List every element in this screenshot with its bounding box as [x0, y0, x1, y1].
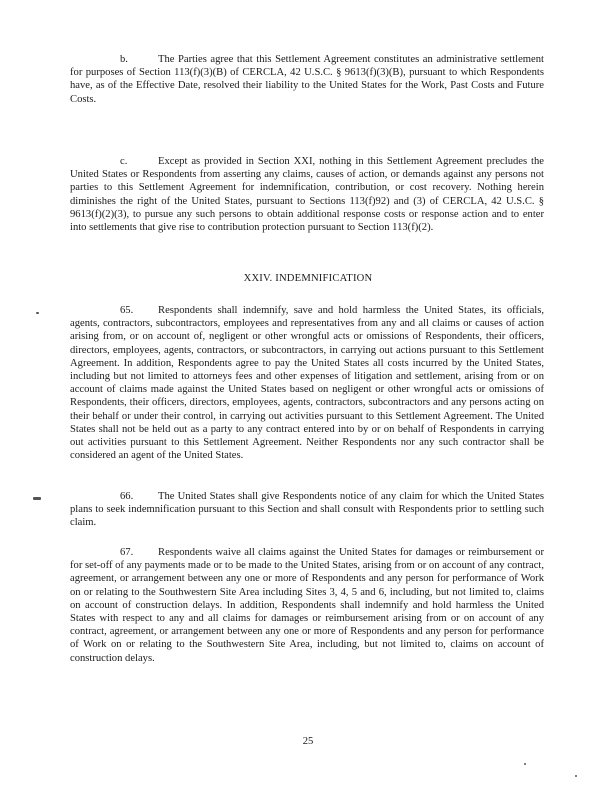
paragraph-c-text: Except as provided in Section XXI, nothing in this Settlement Agreement precludes the United States or Respondents from asserting any claims, causes of action, or demands against any persons not parties to this Settlement Agreement for indemnification, contribution, or cost recovery. Nothing herein diminishes the right of the United States, pursuant to Sections 113(f)92) and (3) of CERCLA, 42 U.S.C. § 9613(f)(2)(3), to pursue any such persons to obtain additional response costs or response action and to enter into settlements that give rise to contribution protection pursuant to Section 113(f)(2).	[70, 156, 544, 234]
scan-speck	[524, 763, 526, 765]
paragraph-66	[70, 490, 544, 530]
paragraph-b	[70, 53, 544, 106]
scan-speck	[36, 312, 39, 314]
paragraph-65	[70, 304, 544, 462]
paragraph-66-label: 66.	[120, 491, 134, 502]
scan-speck	[33, 497, 41, 500]
page-number: 25	[302, 736, 314, 747]
paragraph-b-label: b.	[120, 54, 128, 65]
scan-speck	[575, 775, 577, 777]
paragraph-67	[70, 546, 544, 665]
paragraph-67-label: 67.	[120, 547, 134, 558]
paragraph-c-label: c.	[120, 156, 128, 167]
section-heading: XXIV. INDEMNIFICATION	[243, 273, 373, 284]
paragraph-c	[70, 155, 544, 234]
paragraph-66-text: The United States shall give Respondents notice of any claim for which the United States plans to seek indemnification pursuant to this Section and shall consult with Respondents prior to settling such claim.	[70, 491, 544, 529]
paragraph-67-text: Respondents waive all claims against the United States for damages or reimbursement or for set-off of any payments made or to be made to the United States, arising from or on account of any contract, agreement, or arrangement between any one or more of Respondents and any person for performance of Work on or relating to the Southwestern Site Area including Sites 3, 4, 5 and 6, including, but not limited to, claims on account of construction delays. In addition, Respondents shall indemnify and hold harmless the United States with respect to any and all claims for damages or reimbursement arising from or on account of any contract, agreement, or arrangement between any one or more of Respondents and any person for performance of Work on or relating to the Southwestern Site Area, including, but not limited to, claims on account of construction delays.	[70, 547, 544, 664]
paragraph-b-text: The Parties agree that this Settlement Agreement constitutes an administrative settlement for purposes of Section 113(f)(3)(B) of CERCLA, 42 U.S.C. § 9613(f)(3)(B), pursuant to which Respondents have, as of the Effective Date, resolved their liability to the United States for the Work, Past Costs and Future Costs.	[70, 54, 544, 105]
paragraph-65-label: 65.	[120, 305, 134, 316]
paragraph-65-text: Respondents shall indemnify, save and hold harmless the United States, its officials, agents, contractors, subcontractors, employees and representatives from any and all claims or causes of action arising from, or on account of, negligent or other wrongful acts or omissions of Respondents, their officers, directors, employees, agents, contractors, or subcontractors, in carrying out actions pursuant to this Settlement Agreement. In addition, Respondents agree to pay the United States all costs incurred by the United States, including but not limited to attorneys fees and other expenses of litigation and settlement, arising from or on account of claims made against the United States based on negligent or other wrongful acts or omissions of Respondents, their officers, directors, employees, agents, contractors, subcontractors and any persons acting on their behalf or under their control, in carrying out activities pursuant to this Settlement Agreement. The United States shall not be held out as a party to any contract entered into by or on behalf of Respondents in carrying out activities pursuant to this Settlement Agreement. Neither Respondents nor any such contractor shall be considered an agent of the United States.	[70, 305, 544, 462]
